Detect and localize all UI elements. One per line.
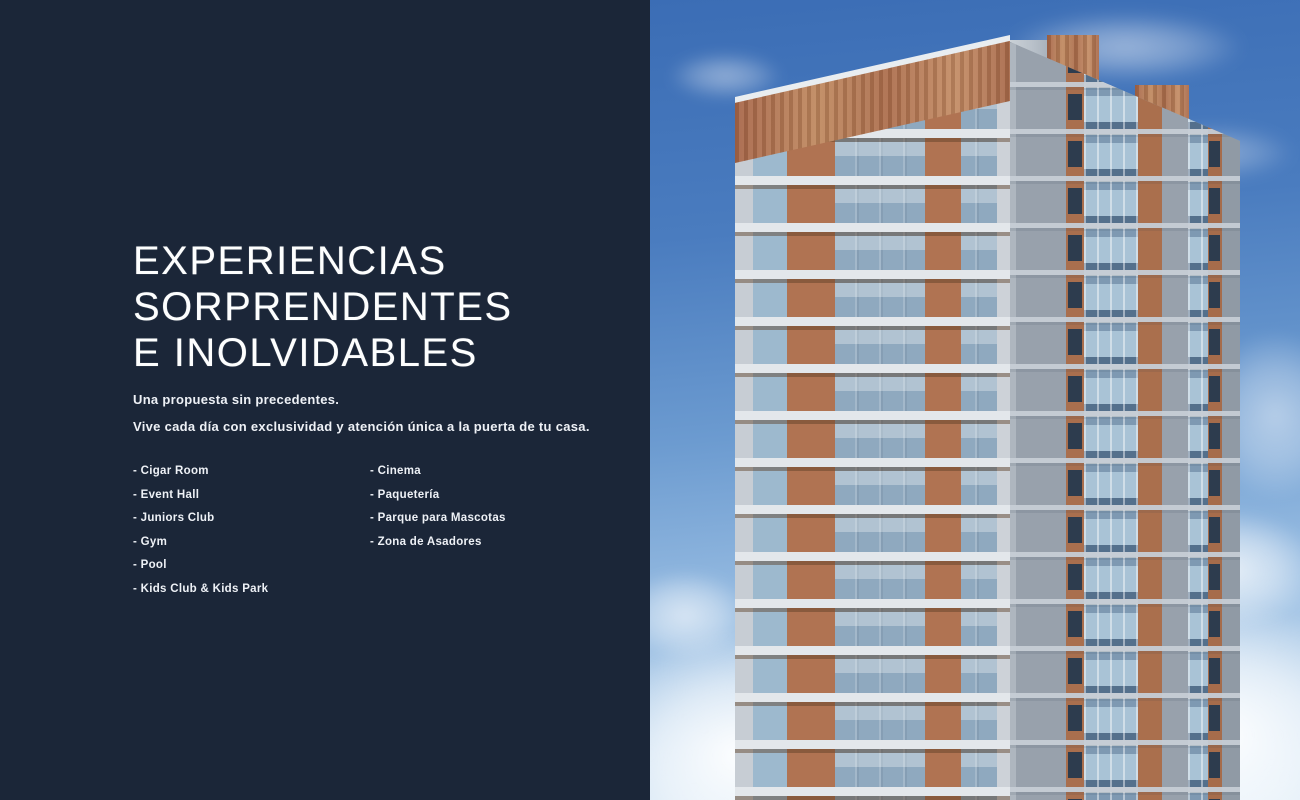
amenity-item: - Parque para Mascotas: [370, 512, 506, 524]
floor-slab-lines: [1010, 35, 1240, 800]
amenities-column-left: [133, 460, 370, 601]
amenity-item: - Kids Club & Kids Park: [133, 582, 269, 595]
headline-line-1: EXPERIENCIAS: [133, 239, 447, 283]
amenities-column-right: [370, 460, 506, 601]
building-front-face: [735, 35, 1010, 800]
intro-line-2: Vive cada día con exclusividad y atención única a la puerta de tu casa.: [133, 419, 590, 434]
amenity-item: - Zona de Asadores: [370, 535, 482, 548]
parapet-cap: [729, 30, 1026, 103]
amenity-item: - Paquetería: [370, 488, 440, 501]
intro-line-1: Una propuesta sin precedentes.: [133, 392, 340, 407]
amenities-list: [133, 460, 610, 601]
headline-line-2: SORPRENDENTES: [133, 285, 513, 329]
amenity-item: - Gym: [133, 535, 168, 548]
amenity-item: - Cigar Room: [133, 465, 209, 477]
building-side-face: [1010, 35, 1240, 800]
amenity-item: - Pool: [133, 559, 167, 571]
headline-line-3: E INOLVIDABLES: [133, 331, 478, 375]
apartment-tower: [735, 35, 1240, 800]
amenity-item: - Cinema: [370, 465, 421, 477]
page-title: [133, 238, 610, 376]
amenity-item: - Juniors Club: [133, 512, 215, 524]
building-render-photo: [650, 0, 1300, 800]
amenity-item: - Event Hall: [133, 488, 200, 501]
